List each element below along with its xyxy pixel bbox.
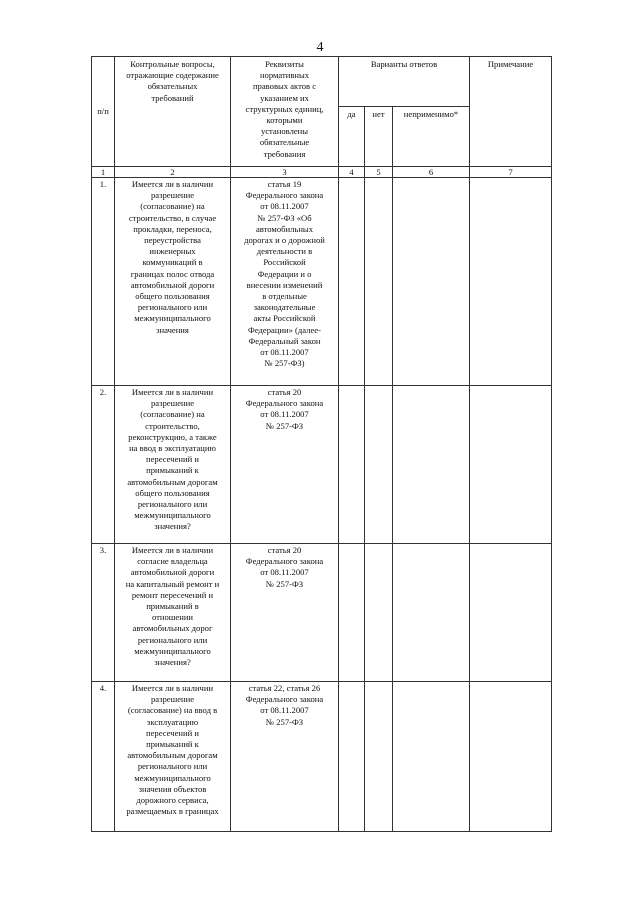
header-reference: Реквизиты нормативных правовых актов с указанием их структурных единиц, которыми установлены обязательные требования [231,57,339,167]
answer-na-cell[interactable] [393,386,470,544]
column-number: 7 [470,167,552,178]
header-answer-no: нет [365,107,393,167]
note-cell[interactable] [470,544,552,682]
row-question: Имеется ли в наличии разрешение (согласование) на ввод в эксплуатацию пересечений и примыканий к автомобильным дорогам регионального или межмуниципального значения объектов дорожного сервиса, размещаемых в границах [115,682,231,832]
answer-na-cell[interactable] [393,178,470,386]
row-number: 2. [92,386,115,544]
answer-no-cell[interactable] [365,386,393,544]
table-row [92,682,552,832]
header-note: Примечание [470,57,552,167]
answer-yes-cell[interactable] [339,386,365,544]
row-reference: статья 19 Федерального закона от 08.11.2007 № 257-ФЗ «Об автомобильных дорогах и о дорожной деятельности в Российской Федерации и о внесении изменений в отдельные законодательные акты Российской Федерации» (далее- Федеральный закон от 08.11.2007 № 257-ФЗ) [231,178,339,386]
column-number: 2 [115,167,231,178]
table-row [92,386,552,544]
row-reference: статья 20 Федерального закона от 08.11.2007 № 257-ФЗ [231,386,339,544]
column-number: 5 [365,167,393,178]
header-answers: Варианты ответов [339,57,470,107]
column-number: 3 [231,167,339,178]
table-row [92,178,552,386]
answer-no-cell[interactable] [365,178,393,386]
row-question: Имеется ли в наличии разрешение (согласование) на строительство, реконструкцию, а также на ввод в эксплуатацию пересечений и примыканий к автомобильным дорогам общего пользования регионального или межмуниципального значения? [115,386,231,544]
answer-yes-cell[interactable] [339,682,365,832]
header-question: Контрольные вопросы, отражающие содержание обязательных требований [115,57,231,167]
row-question: Имеется ли в наличии согласие владельца автомобильной дороги на капитальный ремонт и ремонт пересечений и примыканий в отношении автомобильных дорог регионального или межмуниципального значения? [115,544,231,682]
header-row [92,57,552,107]
column-numbers-row [92,167,552,178]
header-answer-yes: да [339,107,365,167]
row-reference: статья 22, статья 26 Федерального закона от 08.11.2007 № 257-ФЗ [231,682,339,832]
column-number: 1 [92,167,115,178]
row-number: 1. [92,178,115,386]
answer-na-cell[interactable] [393,682,470,832]
answer-na-cell[interactable] [393,544,470,682]
column-number: 6 [393,167,470,178]
header-num: п/п [92,57,115,167]
header-answer-na: неприменимо* [393,107,470,167]
page-number: 4 [316,40,324,55]
row-question: Имеется ли в наличии разрешение (согласование) на строительство, в случае прокладки, переноса, переустройства инженерных коммуникаций в границах полос отвода автомобильной дороги общего пользования регионального или межмуниципального значения [115,178,231,386]
answer-no-cell[interactable] [365,682,393,832]
note-cell[interactable] [470,682,552,832]
row-number: 3. [92,544,115,682]
row-reference: статья 20 Федерального закона от 08.11.2007 № 257-ФЗ [231,544,339,682]
note-cell[interactable] [470,386,552,544]
table-row [92,544,552,682]
note-cell[interactable] [470,178,552,386]
answer-yes-cell[interactable] [339,544,365,682]
row-number: 4. [92,682,115,832]
column-number: 4 [339,167,365,178]
checklist-table [91,56,552,832]
answer-yes-cell[interactable] [339,178,365,386]
answer-no-cell[interactable] [365,544,393,682]
